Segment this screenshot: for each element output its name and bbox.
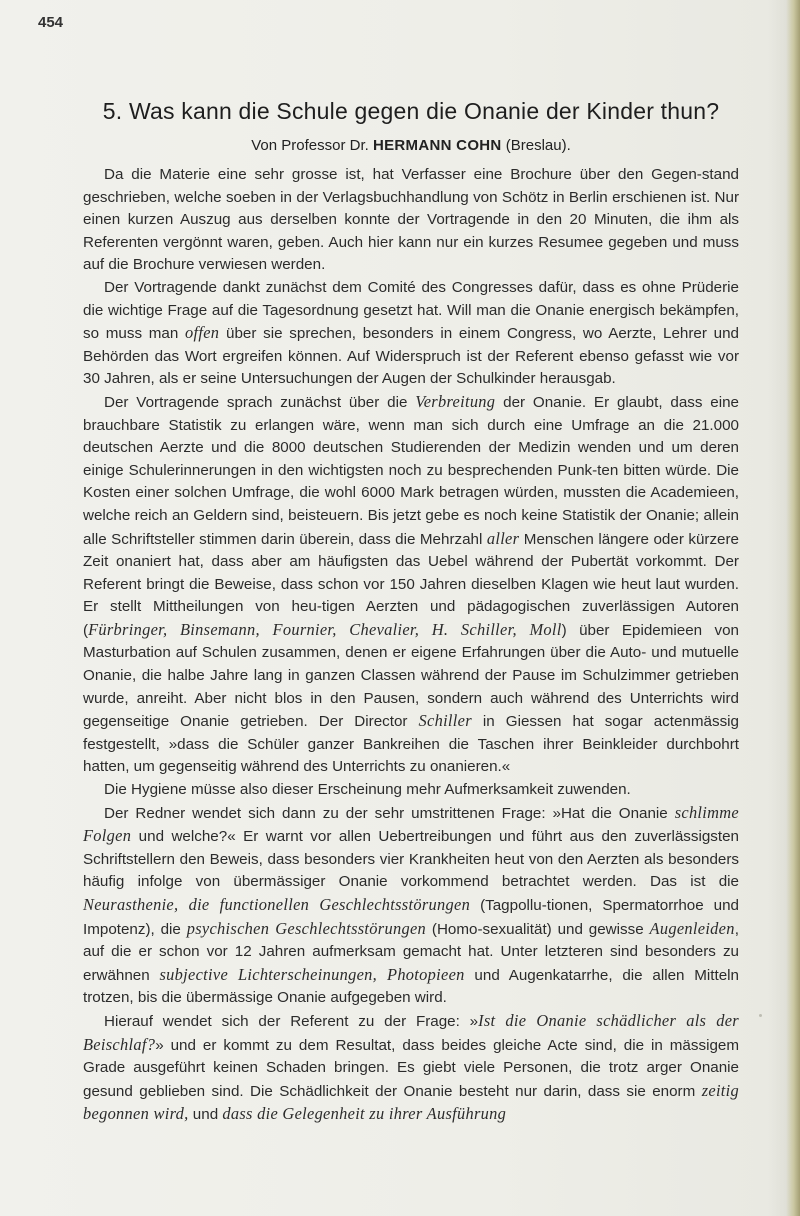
paragraph-text: in Giessen hat sogar actenmässig festgestellt, »dass die Schüler ganzer Bankreihen die Taschen ihrer Beinkleider durchbohrt hatten, um gegenseitig während des Unterrichts zu onanieren.« (83, 713, 739, 776)
paragraph (83, 1010, 739, 1127)
paragraph-text: über sie sprechen, besonders in einem Congress, wo Aerzte, Lehrer und Behörden das Wort ergreifen können. Auf Widerspruch ist der Referent ebenso gefasst wie vor 30 Jahren, als er seine Untersuchungen der Augen der Schulkinder herausgab. (83, 325, 739, 388)
paragraph-text: Der Redner wendet sich dann zu der sehr umstrittenen Frage: »Hat die Onanie (104, 804, 675, 822)
paragraph-text: ) über Epidemieen von Masturbation auf Schulen zusammen, denen er eigene Erfahrungen über die Auto- und mutuelle Onanie, die halbe Jahre lang in ganzen Classen während der Pause im Schulzimmer getrieben wurde, anreiht. Aber nicht blos in den Pausen, sondern auch während des Unterrichts wird gegenseitige Onanie getrieben. Der Director (83, 621, 739, 731)
paragraph-text: (Tagpollu-tionen, Spermatorrhoe und Impotenz), die (83, 897, 739, 938)
page-number: 454 (38, 14, 64, 31)
emphasized-text: Fürbringer, Binsemann, Fournier, Chevalier, H. Schiller, Moll (88, 619, 562, 639)
paragraph-text: Der Vortragende sprach zunächst über die (104, 393, 416, 411)
emphasized-text: subjective Lichterscheinungen, Photopieen (159, 964, 465, 984)
byline-place: (Breslau). (505, 137, 571, 154)
emphasized-text: zeitig begonnen wird, (83, 1080, 739, 1124)
paragraph-text: und (188, 1106, 223, 1124)
scan-speck (759, 1014, 762, 1017)
emphasized-text: Schiller (418, 711, 472, 731)
paragraph (83, 391, 739, 779)
article (83, 96, 739, 1127)
paragraph-text: und Augenkatarrhe, die allen Mitteln trotzen, bis die übermässige Onanie aufgegeben wird. (83, 966, 739, 1007)
paragraph (83, 277, 739, 391)
paragraph-text: Menschen längere oder kürzere Zeit onaniert hat, dass aber am häufigsten das Uebel während der Pubertät vorkommt. Der Referent bringt die Beweise, dass schon vor 150 Jahren dieselben Klagen wie heut laut wurden. Er stellt Mittheilungen von heu-tigen Aerzten und pädagogischen zuverlässigen Autoren ( (83, 530, 739, 639)
paragraph-text: Der Vortragende dankt zunächst dem Comité des Congresses dafür, dass es ohne Prüderie die wichtige Frage auf die Tagesordnung gesetzt hat. Will man die Onanie energisch bekämpfen, so muss man (83, 278, 739, 343)
paragraph-text: Die Hygiene müsse also dieser Erscheinung mehr Aufmerksamkeit zuwenden. (104, 781, 631, 799)
paragraph-text: und welche?« Er warnt vor allen Uebertreibungen und führt aus den zuverlässigsten Schriftstellern den Beweis, dass besonders vier Krankheiten heut von den Aerzten als besonders häufig infolge von übermässiger Onanie vorkommend betrachtet werden. Das ist die (83, 828, 739, 891)
byline-author: HERMANN COHN (372, 137, 502, 154)
byline (83, 136, 739, 156)
emphasized-text: dass die Gelegenheit zu ihrer Ausführung (222, 1104, 507, 1124)
emphasized-text: Verbreitung (415, 391, 496, 411)
paragraph (83, 779, 739, 802)
paragraph (83, 164, 739, 277)
emphasized-text: schlimme Folgen (83, 802, 739, 846)
emphasized-text: psychischen Geschlechtsstörungen (186, 918, 427, 938)
emphasized-text: Neurasthenie, die functionellen Geschlechtsstörungen (83, 895, 471, 914)
paragraph-text: (Homo-sexualität) und gewisse (426, 920, 650, 938)
article-title: 5. Was kann die Schule gegen die Onanie der Kinder thun? (102, 98, 720, 124)
emphasized-text: offen (185, 323, 220, 343)
page-edge-shadow (786, 0, 800, 1216)
paragraph-text: der Onanie. Er glaubt, dass eine brauchbare Statistik zu erlangen wäre, wenn man sich durch eine Umfrage an die 21.000 deutschen Aerzte und die 8000 deutschen Studierenden der Medizin wenden und um deren einige Schulerinnerungen in den wichtigsten noch zu besprechenden Punk-ten bitten würde. Die Kosten einer solchen Umfrage, die wohl 6000 Mark betragen würden, mussten die Academieen, welche reich an Geldern sind, beisteuern. Bis jetzt gebe es noch keine Statistik der Onanie; allein alle Schriftsteller stimmen darin überein, dass die Mehrzahl (83, 393, 739, 548)
article-body (83, 164, 739, 1127)
emphasized-text: Ist die Onanie schädlicher als der Beischlaf? (83, 1010, 739, 1054)
paragraph-text: Hierauf wendet sich der Referent zu der Frage: » (104, 1012, 479, 1030)
emphasized-text: aller (486, 528, 520, 548)
emphasized-text: Augenleiden (649, 918, 735, 938)
paragraph-text: » und er kommt zu dem Resultat, dass beides gleiche Acte sind, die in mässigem Grade ausgeführt keinen Schaden bringen. Es giebt viele Personen, die trotz arger Onanie gesund geblieben sind. Die Schädlichkeit der Onanie besteht nur darin, dass sie enorm (83, 1036, 739, 1100)
paragraph-text: , auf die er schon vor 12 Jahren aufmerksam gemacht hat. Unter letzteren sind besonders zu erwähnen (83, 920, 739, 984)
byline-prefix: Von Professor Dr. (251, 137, 369, 154)
paragraph-text: Da die Materie eine sehr grosse ist, hat Verfasser eine Brochure über den Gegen-stand geschrieben, welche soeben in der Verlagsbuchhandlung von Schötz in Berlin erschienen ist. Nur einen kurzen Auszug aus derselben konnte der Vortragende in den 20 Minuten, die ihm als Referenten vergönnt waren, geben. Auch hier kann nur ein kurzes Resumee gegeben und muss auf die Brochure verwiesen werden. (83, 166, 739, 274)
paragraph (83, 802, 739, 1010)
